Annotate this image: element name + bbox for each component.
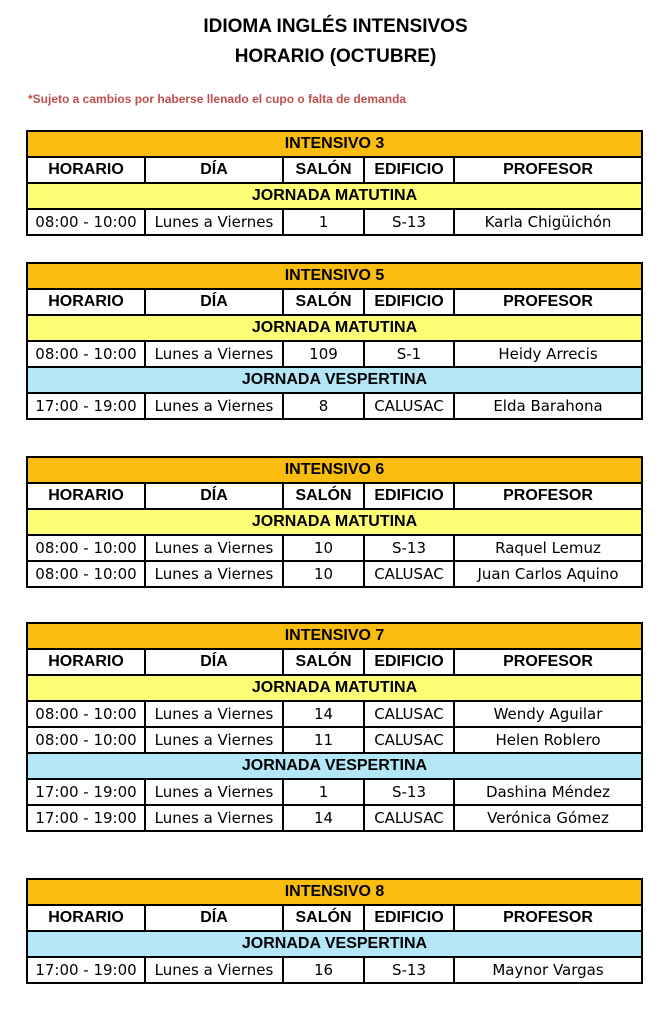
cell-edificio: CALUSAC bbox=[364, 561, 454, 587]
shift-label-matutina: JORNADA MATUTINA bbox=[27, 315, 642, 341]
schedule-table-intensivo-7 bbox=[26, 622, 643, 832]
cell-salon: 1 bbox=[283, 209, 364, 235]
cell-horario: 08:00 - 10:00 bbox=[27, 561, 145, 587]
cell-edificio: CALUSAC bbox=[364, 805, 454, 831]
cell-salon: 14 bbox=[283, 805, 364, 831]
cell-profesor: Wendy Aguilar bbox=[454, 701, 642, 727]
cell-profesor: Heidy Arrecis bbox=[454, 341, 642, 367]
cell-dia: Lunes a Viernes bbox=[145, 779, 283, 805]
cell-profesor: Maynor Vargas bbox=[454, 957, 642, 983]
cell-salon: 1 bbox=[283, 779, 364, 805]
cell-dia: Lunes a Viernes bbox=[145, 561, 283, 587]
cell-horario: 08:00 - 10:00 bbox=[27, 727, 145, 753]
column-header-horario: HORARIO bbox=[27, 905, 145, 931]
table-title: INTENSIVO 8 bbox=[27, 879, 642, 905]
cell-edificio: S-13 bbox=[364, 957, 454, 983]
table-row bbox=[27, 561, 642, 587]
cell-profesor: Raquel Lemuz bbox=[454, 535, 642, 561]
cell-dia: Lunes a Viernes bbox=[145, 701, 283, 727]
column-header-edificio: EDIFICIO bbox=[364, 905, 454, 931]
cell-dia: Lunes a Viernes bbox=[145, 805, 283, 831]
shift-label-matutina: JORNADA MATUTINA bbox=[27, 675, 642, 701]
column-header-horario: HORARIO bbox=[27, 157, 145, 183]
cell-salon: 14 bbox=[283, 701, 364, 727]
column-header-salon: SALÓN bbox=[283, 483, 364, 509]
table-row bbox=[27, 805, 642, 831]
cell-edificio: S-13 bbox=[364, 209, 454, 235]
schedule-table-intensivo-5 bbox=[26, 262, 643, 420]
column-header-dia: DÍA bbox=[145, 649, 283, 675]
cell-edificio: S-13 bbox=[364, 779, 454, 805]
table-row bbox=[27, 701, 642, 727]
cell-dia: Lunes a Viernes bbox=[145, 393, 283, 419]
table-title: INTENSIVO 3 bbox=[27, 131, 642, 157]
column-header-edificio: EDIFICIO bbox=[364, 157, 454, 183]
column-header-profesor: PROFESOR bbox=[454, 483, 642, 509]
column-header-salon: SALÓN bbox=[283, 289, 364, 315]
table-row bbox=[27, 393, 642, 419]
cell-edificio: CALUSAC bbox=[364, 393, 454, 419]
cell-salon: 10 bbox=[283, 561, 364, 587]
table-title: INTENSIVO 6 bbox=[27, 457, 642, 483]
cell-horario: 17:00 - 19:00 bbox=[27, 805, 145, 831]
cell-profesor: Elda Barahona bbox=[454, 393, 642, 419]
cell-salon: 109 bbox=[283, 341, 364, 367]
cell-horario: 08:00 - 10:00 bbox=[27, 209, 145, 235]
cell-profesor: Juan Carlos Aquino bbox=[454, 561, 642, 587]
column-header-salon: SALÓN bbox=[283, 649, 364, 675]
column-header-dia: DÍA bbox=[145, 289, 283, 315]
shift-label-vespertina: JORNADA VESPERTINA bbox=[27, 931, 642, 957]
column-header-profesor: PROFESOR bbox=[454, 289, 642, 315]
column-header-edificio: EDIFICIO bbox=[364, 649, 454, 675]
page-subtitle: HORARIO (OCTUBRE) bbox=[234, 46, 437, 67]
cell-profesor: Helen Roblero bbox=[454, 727, 642, 753]
cell-horario: 08:00 - 10:00 bbox=[27, 701, 145, 727]
cell-dia: Lunes a Viernes bbox=[145, 727, 283, 753]
cell-horario: 17:00 - 19:00 bbox=[27, 393, 145, 419]
cell-horario: 08:00 - 10:00 bbox=[27, 535, 145, 561]
column-header-dia: DÍA bbox=[145, 483, 283, 509]
page-title: IDIOMA INGLÉS INTENSIVOS bbox=[203, 16, 468, 37]
column-header-profesor: PROFESOR bbox=[454, 905, 642, 931]
cell-dia: Lunes a Viernes bbox=[145, 535, 283, 561]
shift-label-matutina: JORNADA MATUTINA bbox=[27, 183, 642, 209]
column-header-salon: SALÓN bbox=[283, 905, 364, 931]
cell-dia: Lunes a Viernes bbox=[145, 341, 283, 367]
column-header-edificio: EDIFICIO bbox=[364, 483, 454, 509]
shift-label-vespertina: JORNADA VESPERTINA bbox=[27, 367, 642, 393]
column-header-edificio: EDIFICIO bbox=[364, 289, 454, 315]
table-row bbox=[27, 779, 642, 805]
schedule-table-intensivo-3 bbox=[26, 130, 643, 236]
disclaimer-note: *Sujeto a cambios por haberse llenado el cupo o falta de demanda bbox=[28, 92, 407, 106]
table-row bbox=[27, 341, 642, 367]
cell-horario: 08:00 - 10:00 bbox=[27, 341, 145, 367]
cell-salon: 10 bbox=[283, 535, 364, 561]
cell-horario: 17:00 - 19:00 bbox=[27, 779, 145, 805]
cell-dia: Lunes a Viernes bbox=[145, 209, 283, 235]
column-header-profesor: PROFESOR bbox=[454, 157, 642, 183]
cell-salon: 11 bbox=[283, 727, 364, 753]
column-header-horario: HORARIO bbox=[27, 483, 145, 509]
cell-salon: 8 bbox=[283, 393, 364, 419]
column-header-profesor: PROFESOR bbox=[454, 649, 642, 675]
shift-label-matutina: JORNADA MATUTINA bbox=[27, 509, 642, 535]
cell-profesor: Dashina Méndez bbox=[454, 779, 642, 805]
table-row bbox=[27, 957, 642, 983]
cell-horario: 17:00 - 19:00 bbox=[27, 957, 145, 983]
shift-label-vespertina: JORNADA VESPERTINA bbox=[27, 753, 642, 779]
column-header-salon: SALÓN bbox=[283, 157, 364, 183]
column-header-horario: HORARIO bbox=[27, 289, 145, 315]
cell-dia: Lunes a Viernes bbox=[145, 957, 283, 983]
schedule-table-intensivo-8 bbox=[26, 878, 643, 984]
cell-edificio: CALUSAC bbox=[364, 701, 454, 727]
cell-edificio: S-1 bbox=[364, 341, 454, 367]
column-header-dia: DÍA bbox=[145, 157, 283, 183]
cell-edificio: S-13 bbox=[364, 535, 454, 561]
cell-profesor: Verónica Gómez bbox=[454, 805, 642, 831]
schedule-table-intensivo-6 bbox=[26, 456, 643, 588]
table-row bbox=[27, 209, 642, 235]
column-header-dia: DÍA bbox=[145, 905, 283, 931]
table-row bbox=[27, 535, 642, 561]
table-title: INTENSIVO 7 bbox=[27, 623, 642, 649]
table-row bbox=[27, 727, 642, 753]
column-header-horario: HORARIO bbox=[27, 649, 145, 675]
cell-profesor: Karla Chigüichón bbox=[454, 209, 642, 235]
table-title: INTENSIVO 5 bbox=[27, 263, 642, 289]
cell-salon: 16 bbox=[283, 957, 364, 983]
cell-edificio: CALUSAC bbox=[364, 727, 454, 753]
